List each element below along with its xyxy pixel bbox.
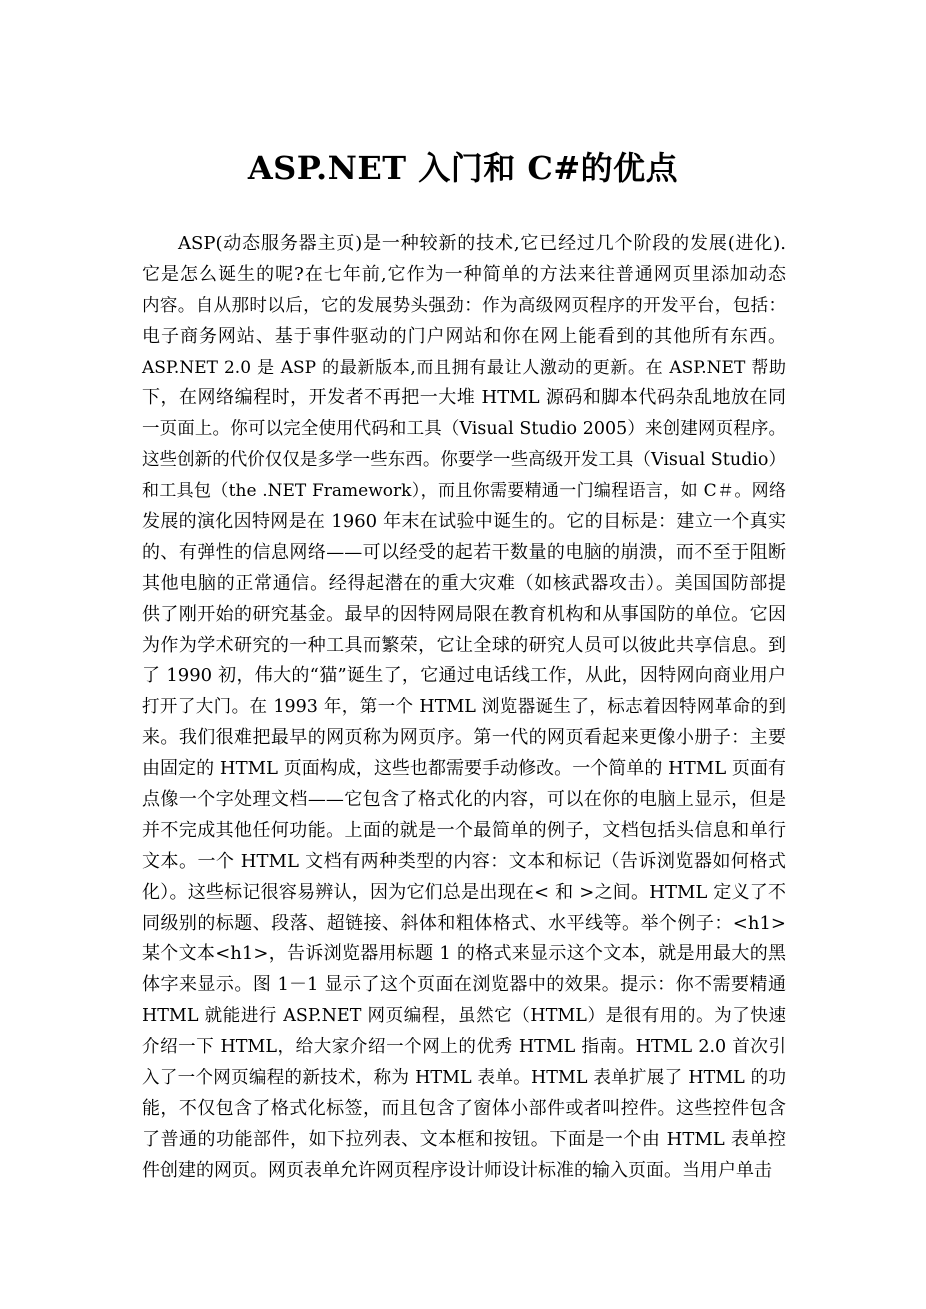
text-line: 体字来显示。图 1－1 显示了这个页面在浏览器中的效果。提示：你不需要精通 xyxy=(142,974,786,996)
text-line: 内容。自从那时以后，它的发展势头强劲：作为高级网页程序的开发平台，包括： xyxy=(142,295,786,316)
text-line: ASP.NET 2.0 是 ASP 的最新版本,而且拥有最让人激动的更新。在 ASP.NET 帮助 xyxy=(142,357,786,378)
body-paragraph xyxy=(142,229,786,1187)
text-line: 点像一个字处理文档——它包含了格式化的内容，可以在你的电脑上显示，但是 xyxy=(142,789,786,811)
text-line: 化）。这些标记很容易辨认，因为它们总是出现在< 和 >之间。HTML 定义了不 xyxy=(142,881,786,903)
text-line: 入了一个网页编程的新技术，称为 HTML 表单。HTML 表单扩展了 HTML 的功 xyxy=(142,1068,786,1089)
document-title: ASP.NET 入门和 C#的优点 xyxy=(247,149,679,187)
text-line: 某个文本<h1>，告诉浏览器用标题 1 的格式来显示这个文本，就是用最大的黑 xyxy=(142,943,786,965)
text-line: 下，在网络编程时，开发者不再把一大堆 HTML 源码和脚本代码杂乱地放在同 xyxy=(142,387,786,409)
text-line: 了 1990 初，伟大的“猫”诞生了，它通过电话线工作，从此，因特网向商业用户 xyxy=(142,665,786,687)
text-line: 为作为学术研究的一种工具而繁荣，它让全球的研究人员可以彼此共享信息。到 xyxy=(142,634,786,656)
text-line: 它是怎么诞生的呢?在七年前,它作为一种简单的方法来往普通网页里添加动态 xyxy=(142,263,786,285)
text-line: 这些创新的代价仅仅是多学一些东西。你要学一些高级开发工具（Visual Studio） xyxy=(142,450,786,471)
text-line: 发展的演化因特网是在 1960 年末在试验中诞生的。它的目标是：建立一个真实 xyxy=(142,511,786,533)
text-line: 件创建的网页。网页表单允许网页程序设计师设计标准的输入页面。当用户单击 xyxy=(142,1159,772,1181)
text-line: 来。我们很难把最早的网页称为网页序。第一代的网页看起来更像小册子：主要 xyxy=(142,727,786,749)
text-line: 打开了大门。在 1993 年，第一个 HTML 浏览器诞生了，标志着因特网革命的到 xyxy=(142,697,786,718)
text-line: 电子商务网站、基于事件驱动的门户网站和你在网上能看到的其他所有东西。 xyxy=(142,325,786,347)
text-line: 由固定的 HTML 页面构成，这些也都需要手动修改。一个简单的 HTML 页面有 xyxy=(142,758,786,780)
text-line: 供了刚开始的研究基金。最早的因特网局限在教育机构和从事国防的单位。它因 xyxy=(142,603,786,625)
text-line: HTML 就能进行 ASP.NET 网页编程，虽然它（HTML）是很有用的。为了快速 xyxy=(142,1006,786,1027)
text-line: ASP(动态服务器主页)是一种较新的技术,它已经过几个阶段的发展(进化). xyxy=(178,233,786,254)
text-line: 文本。一个 HTML 文档有两种类型的内容：文本和标记（告诉浏览器如何格式 xyxy=(142,850,786,872)
text-line: 的、有弹性的信息网络——可以经受的起若干数量的电脑的崩溃，而不至于阻断 xyxy=(142,541,786,563)
text-line: 和工具包（the .NET Framework），而且你需要精通一门编程语言，如 C＃。网络 xyxy=(142,481,786,502)
text-line: 介绍一下 HTML，给大家介绍一个网上的优秀 HTML 指南。HTML 2.0 首次引 xyxy=(142,1037,786,1058)
text-line: 了普通的功能部件，如下拉列表、文本框和按钮。下面是一个由 HTML 表单控 xyxy=(142,1128,786,1150)
text-line: 一页面上。你可以完全使用代码和工具（Visual Studio 2005）来创建网页程序。 xyxy=(142,419,786,440)
text-line: 同级别的标题、段落、超链接、斜体和粗体格式、水平线等。举个例子：<h1> xyxy=(142,912,786,934)
text-line: 其他电脑的正常通信。经得起潜在的重大灾难（如核武器攻击）。美国国防部提 xyxy=(142,572,786,594)
text-line: 能，不仅包含了格式化标签，而且包含了窗体小部件或者叫控件。这些控件包含 xyxy=(142,1097,786,1119)
text-line: 并不完成其他任何功能。上面的就是一个最简单的例子，文档包括头信息和单行 xyxy=(142,819,786,841)
